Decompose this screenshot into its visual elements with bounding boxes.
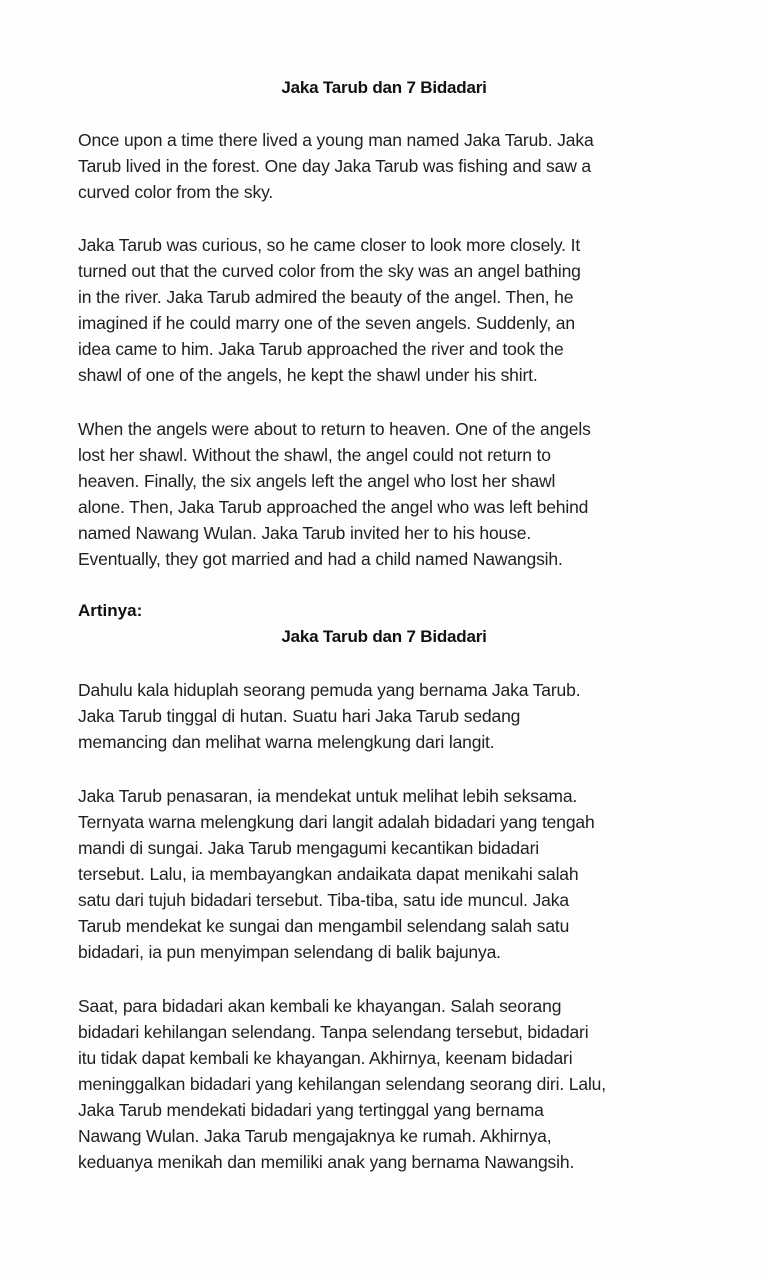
text-line: alone. Then, Jaka Tarub approached the angel who was left behind xyxy=(78,497,589,517)
text-line: heaven. Finally, the six angels left the angel who lost her shawl xyxy=(78,471,556,491)
text-line: Jaka Tarub was curious, so he came closer to look more closely. It xyxy=(78,235,581,255)
text-line: tersebut. Lalu, ia membayangkan andaikata dapat menikahi salah xyxy=(78,864,579,884)
text-line: Jaka Tarub tinggal di hutan. Suatu hari Jaka Tarub sedang xyxy=(78,706,521,726)
english-paragraph-2 xyxy=(78,232,718,388)
text-line: named Nawang Wulan. Jaka Tarub invited her to his house. xyxy=(78,523,532,543)
text-line: Saat, para bidadari akan kembali ke khayangan. Salah seorang xyxy=(78,996,562,1016)
translation-paragraph-3 xyxy=(78,993,718,1175)
text-line: itu tidak dapat kembali ke khayangan. Akhirnya, keenam bidadari xyxy=(78,1048,573,1068)
text-line: turned out that the curved color from the sky was an angel bathing xyxy=(78,261,581,281)
translation-paragraph-2 xyxy=(78,783,718,965)
text-line: Jaka Tarub mendekati bidadari yang tertinggal yang bernama xyxy=(78,1100,544,1120)
translation-paragraph-1 xyxy=(78,677,718,755)
text-line: keduanya menikah dan memiliki anak yang bernama Nawangsih. xyxy=(78,1152,575,1172)
text-line: Tarub mendekat ke sungai dan mengambil selendang salah satu xyxy=(78,916,570,936)
text-line: Eventually, they got married and had a child named Nawangsih. xyxy=(78,549,563,569)
english-paragraph-1 xyxy=(78,127,718,205)
text-line: bidadari, ia pun menyimpan selendang di balik bajunya. xyxy=(78,942,501,962)
text-line: memancing dan melihat warna melengkung dari langit. xyxy=(78,732,495,752)
text-line: shawl of one of the angels, he kept the shawl under his shirt. xyxy=(78,365,538,385)
text-line: Nawang Wulan. Jaka Tarub mengajaknya ke rumah. Akhirnya, xyxy=(78,1126,552,1146)
text-line: idea came to him. Jaka Tarub approached the river and took the xyxy=(78,339,564,359)
text-line: When the angels were about to return to heaven. One of the angels xyxy=(78,419,591,439)
text-line: Ternyata warna melengkung dari langit adalah bidadari yang tengah xyxy=(78,812,595,832)
text-line: in the river. Jaka Tarub admired the beauty of the angel. Then, he xyxy=(78,287,574,307)
text-line: Dahulu kala hiduplah seorang pemuda yang bernama Jaka Tarub. xyxy=(78,680,581,700)
story-title: Jaka Tarub dan 7 Bidadari xyxy=(281,78,487,97)
text-line: bidadari kehilangan selendang. Tanpa selendang tersebut, bidadari xyxy=(78,1022,589,1042)
translation-title: Jaka Tarub dan 7 Bidadari xyxy=(281,627,487,646)
text-line: Jaka Tarub penasaran, ia mendekat untuk melihat lebih seksama. xyxy=(78,786,578,806)
text-line: satu dari tujuh bidadari tersebut. Tiba-tiba, satu ide muncul. Jaka xyxy=(78,890,569,910)
english-paragraph-3 xyxy=(78,416,718,572)
text-line: Tarub lived in the forest. One day Jaka Tarub was fishing and saw a xyxy=(78,156,591,176)
text-line: curved color from the sky. xyxy=(78,182,274,202)
text-line: mandi di sungai. Jaka Tarub mengagumi kecantikan bidadari xyxy=(78,838,539,858)
text-line: meninggalkan bidadari yang kehilangan selendang seorang diri. Lalu, xyxy=(78,1074,606,1094)
translation-label: Artinya: xyxy=(78,601,143,620)
text-line: imagined if he could marry one of the seven angels. Suddenly, an xyxy=(78,313,575,333)
text-line: Once upon a time there lived a young man named Jaka Tarub. Jaka xyxy=(78,130,594,150)
text-line: lost her shawl. Without the shawl, the angel could not return to xyxy=(78,445,551,465)
